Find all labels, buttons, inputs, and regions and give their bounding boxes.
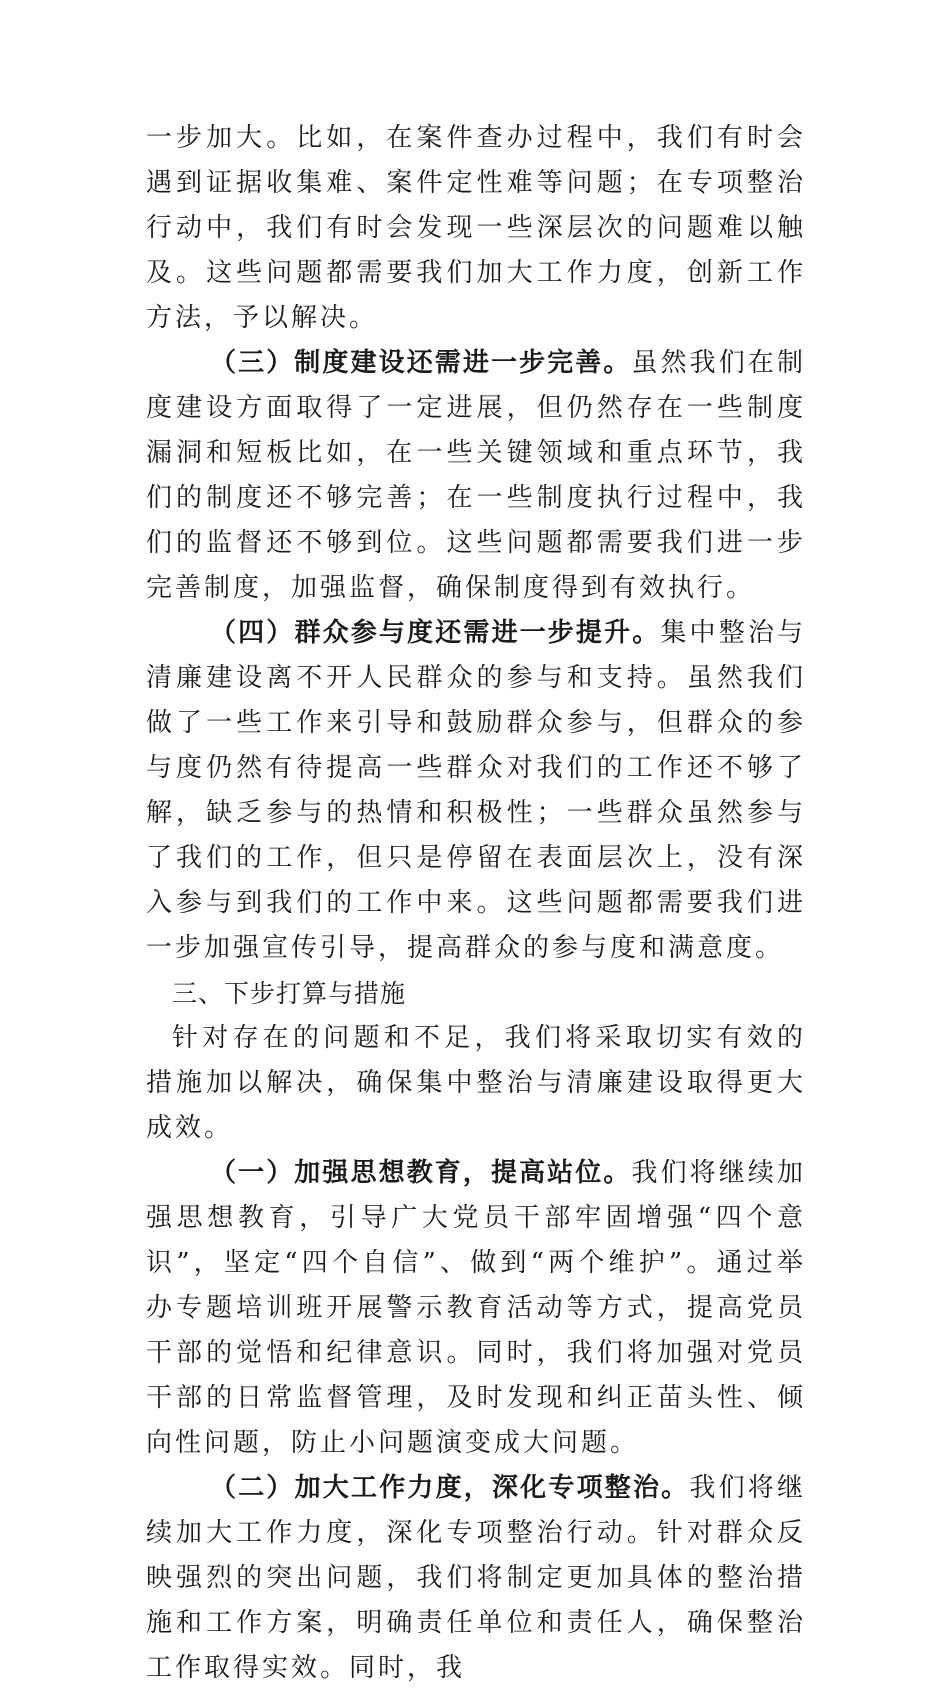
paragraph-lead: （四）群众参与度还需进一步提升。 <box>210 618 661 648</box>
paragraph-body: 我们将继续加强思想教育，引导广大党员干部牢固增强“四个意识”，坚定“四个自信”、做到“两个维护”。通过举办专题培训班开展警示教育活动等方式，提高党员干部的觉悟和纪律意识。同时，我们将加强对党员干部的日常监督管理，及时发现和纠正苗头性、倾向性问题，防止小问题演变成大问题。 <box>146 1158 806 1458</box>
paragraph-measure-rectification <box>146 1466 806 1691</box>
paragraph-measure-education <box>146 1151 806 1466</box>
paragraph-body: 集中整治与清廉建设离不开人民群众的参与和支持。虽然我们做了一些工作来引导和鼓励群众参与，但群众的参与度仍然有待提高一些群众对我们的工作还不够了解，缺乏参与的热情和积极性；一些群众虽然参与了我们的工作，但只是停留在表面层次上，没有深入参与到我们的工作中来。这些问题都需要我们进一步加强宣传引导，提高群众的参与度和满意度。 <box>146 618 806 963</box>
paragraph-body: 我们将继续加大工作力度，深化专项整治行动。针对群众反映强烈的突出问题，我们将制定更加具体的整治措施和工作方案，明确责任单位和责任人，确保整治工作取得实效。同时，我 <box>146 1473 806 1683</box>
paragraph-institution-building <box>146 341 806 611</box>
paragraph-body: 虽然我们在制度建设方面取得了一定进展，但仍然存在一些制度漏洞和短板比如，在一些关键领域和重点环节，我们的制度还不够完善；在一些制度执行过程中，我们的监督还不够到位。这些问题都需要我们进一步完善制度，加强监督，确保制度得到有效执行。 <box>146 348 806 603</box>
paragraph-public-participation <box>146 611 806 971</box>
paragraph-lead: （三）制度建设还需进一步完善。 <box>210 348 632 378</box>
paragraph-continuation: 一步加大。比如，在案件查办过程中，我们有时会遇到证据收集难、案件定性难等问题；在专项整治行动中，我们有时会发现一些深层次的问题难以触及。这些问题都需要我们加大工作力度，创新工作方法，予以解决。 <box>146 123 806 333</box>
section-heading: 三、下步打算与措施 <box>172 979 407 1008</box>
document-body <box>146 116 806 1691</box>
section-intro: 针对存在的问题和不足，我们将采取切实有效的措施加以解决，确保集中整治与清廉建设取得更大成效。 <box>146 1023 806 1143</box>
paragraph-lead: （一）加强思想教育，提高站位。 <box>210 1158 632 1188</box>
paragraph-lead: （二）加大工作力度，深化专项整治。 <box>210 1473 690 1503</box>
